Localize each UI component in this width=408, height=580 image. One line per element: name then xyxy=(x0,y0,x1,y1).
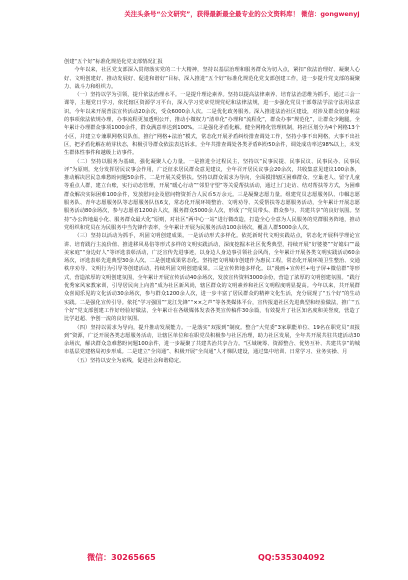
paragraph-intro: 今年以来，社区党支部深入贯彻落实党的二十大精神，坚持以基层治理和服务群众为切入点，紧扣“依法治理好、凝聚人心好、文明创建好、推动发展好、促进和谐好”目标，深入推进“五个好”标准化规范化党支部创建工作，进一步提升党支部的凝聚力、战斗力和组织力。 xyxy=(64,67,360,90)
document-title: 创建“五个好”标准化规范化党支部情况汇报 xyxy=(64,59,163,65)
footer-contact-bar xyxy=(36,550,376,564)
paragraph-section-1: （一）坚持以学为引领，提升依法治理水平。一是提升理论素养。坚持以提高法律素养、培育法治思维为抓手，通过三会一课等，主题党日学习，依托辖区资源学习平台，深入学习党章党规党纪和法律法规，进一步强化党员干部尊法学法守法用法意识。今年以来开展普法宣传活动20余次，受众6000余人次。二是优化政务服务。深入推进法治社区建设，对涉及群众切身利益的事项依法依规办理，办事流程更加透明公开，推动小微权力“清单化”办理和“流程化”，群众办事“规范化”，让群众少跑腿。全年累计办理群众事项1000余件，群众满意率达到100%。三是强化矛盾化解。健全网格化管理机制，将社区划分为4个网格13个小区，并建立专兼职网格员队伍，推行“网格+法治”模式，常态化开展矛盾纠纷排查调处工作，坚持小事不出网格，大事不出社区，把矛盾化解在萌芽状态，积极引导群众依法表达诉求。全年共排查调处各类矛盾纠纷50余件，调处成功率达98%以上，未发生群体性事件和越级上访事件。 xyxy=(64,92,360,157)
footer-wechat: 微信：30265665 xyxy=(87,552,156,562)
paragraph-section-4: （四）坚持以需求为导向，提升推动发展能力。一是落实“双报到”制度。整合“大党委”3家职能单位、19名在职党员“双报到”资源，广泛开展各类志愿服务活动，让辖区单位和在职党员积极参与社区治理，助力社区发展，全年共开展共驻共建活动30余场次，解决群众急难愁盼问题100余件，进一步凝聚了共建共治共享合力。“区域统筹、资源整合、优势互补、共建共享”的城市基层党建格局初步形成。二是建立“全岗通”、积极开展“全岗通”人才梯队建设，通过集中培训、日常学习、业务实操、月 xyxy=(64,324,360,356)
footer-qq: QQ:535304092 xyxy=(257,552,325,562)
paragraph-section-2: （二）坚持以服务为基础，强化凝聚人心力量。一是推进全过程民主，坚持以“民事民提、民事民议、民事民办、民事民评”为原则，充分发挥居民议事会作用，广泛征求居民群众意见建议，全年召开居民议事会20余次，共收集意见建议100余条，推动解决居民急难愁盼问题50余件。二是开展关爱帮扶。坚持以群众需求为导向，全面摸排辖区困难群众、空巢老人、留守儿童等重点人群，建立台账，实行动态管理，开展“暖心行动”“邻里守望”等关爱帮扶活动，通过上门走访、结对帮扶等方式，为困难群众解决实际困难100余件，发放慰问金及慰问物资折合人民币5万余元。三是凝聚志愿力量。组建党员志愿服务队、巾帼志愿服务队、青年志愿服务队等志愿服务队伍6支，常态化开展环境整治、文明劝导、关爱帮扶等志愿服务活动，全年累计开展志愿服务活动80余场次，参与志愿者1200余人次，服务群众5000余人次，形成了“党员带头、群众参与、共建共享”的良好氛围。坚持“办公阵地最小化、服务群众最大化”原则，对社区“两中心一站”进行微改造，打造全心全意为人民服务的党群服务阵地，推动党组织和党员在为民服务中当先锋作表率，全年累计开展为民服务活动100余场次，覆盖人群5000余人次。 xyxy=(64,158,360,231)
top-promo-banner xyxy=(92,4,392,26)
paragraph-section-5: （五）坚持以安全为底线，促进社会和谐稳定。 xyxy=(74,357,185,364)
banner-text: 关注头条号“公文研究”，获得最新最全最专业的公文资料库！ 微信：gongwenyj xyxy=(124,10,360,19)
paragraph-section-3: （三）坚持以活动为抓手，巩固文明创建成果。一是活动形式多样化。依托新时代文明实践站点，常态化开展科学理论宣讲、培育践行主流价值、推进移风易俗等形式多样的文明实践活动，深度挖掘本社区优秀典型，持续开展“好婆婆”“好媳妇”“最美家庭”“身边好人”等评选表彰活动，广泛宣传先进事迹，以身边人身边事引领社会风尚，全年累计开展各类文明实践活动60余场次，评选表彰先进典型30余人次。二是创建成果常态化。坚持把文明城市创建作为惠民工程，常态化开展环境卫生整治、交通秩序劝导、文明行为引导等创建活动，持续巩固文明创建成果。三是宣传阵地多样化。以“漫画+宣传栏+电子屏+微信群”等形式，营造浓厚的文明创建氛围，全年累计开展宣传活动40余场次，发放宣传资料3000余份，营造了浓厚的文明创建氛围。“践行优秀家风家教家训，引导居民向上向善”成为社区新风尚，辖区群众的文明素养和社区文明程度明显提高。今年以来，共开展群众喜闻乐见的文化活动30余场次，参与群众1200余人次，进一步丰富了居民群众的精神文化生活，充分展现了“五个好”的生动实践。二是强化宣传引导。依托“学习强国”“龙江先锋”“××之声”等各类媒体平台，宣传报道社区先进典型和经验做法，推广“五个好”党支部创建工作好经验好做法，全年累计在各级媒体发表各类宣传稿件30余篇，有效提升了社区知名度和美誉度，营造了比学赶超、争创一流的良好氛围。 xyxy=(64,233,360,323)
document-body xyxy=(64,58,360,538)
